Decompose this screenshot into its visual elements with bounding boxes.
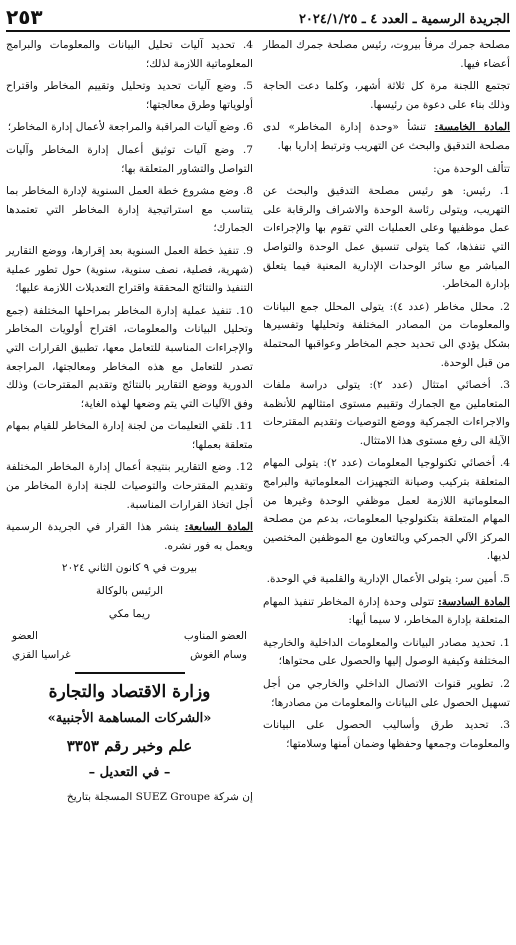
member-right-name: وسام الغوش (190, 648, 247, 661)
page-header (6, 4, 510, 32)
paragraph-text: 2. محلل مخاطر (عدد ٤): يتولى المحلل جمع البيانات والمعلومات من المصادر المختلفة وتحليلها وتفسيرها بشكل يؤدي الى تحديد حجم المخاطر وعواقبها المحتملة من قبل الوحدة. (263, 300, 510, 369)
member-left-title: العضو (12, 630, 38, 643)
left-paragraphs (6, 36, 253, 555)
paragraph (263, 634, 510, 671)
paragraph-text: 10. تنفيذ عملية إدارة المخاطر بمراحلها المختلفة (جمع وتحليل البيانات والمعلومات، اقتراح أولويات المخاطر والإجراءات المناسبة للتعامل معها، تطبيق القرارات التي تصدر للتعامل مع هذه المخاطر ومعالجتها، المراجعة الدورية ووضع التقارير بالنتائج وتقديم المقترحات) وذلك وفق الآليات التي يتم وضعها لهذه الغاية؛ (6, 304, 253, 410)
article-heading: المادة الخامسة: (434, 121, 511, 134)
right-column (263, 36, 510, 757)
paragraph-text: 1. رئيس: هو رئيس مصلحة التدقيق والبحث عن التهريب، ويتولى رئاسة الوحدة والاشراف والرقابة على عمل موظفيها وعلى العمليات التي تقوم بها والإجراءات التي تنفذها، كما يتولى تنسيق عمل الوحدة والتواصل المباشر مع سائر الوحدات الإدارية المعنية فيما يتعلق بإدارة المخاطر. (263, 185, 510, 291)
section-title: «الشركات المساهمة الأجنبية» (47, 711, 212, 727)
paragraph-text: 6. وضع آليات المراقبة والمراجعة لأعمال إدارة المخاطر؛ (7, 121, 253, 134)
paragraph-text: مصلحة جمرك مرفأ بيروت، رئيس مصلحة جمرك المطار أعضاء فيها. (263, 39, 510, 70)
notice-body: إن شركة SUEZ Groupe المسجلة بتاريخ (66, 791, 253, 804)
members-names (12, 646, 247, 665)
paragraph-text: 5. أمين سر: يتولى الأعمال الإدارية والقلمية في الوحدة. (266, 573, 510, 586)
member-left-name: غراسيا القزي (12, 648, 71, 661)
paragraph (6, 458, 253, 514)
ministry-title: وزارة الاقتصاد والتجارة (48, 682, 211, 703)
paragraph (263, 36, 510, 73)
paragraph-text: تتولى وحدة إدارة المخاطر تنفيذ المهام المتعلقة بإدارة المخاطر، لا سيما أيها: (263, 595, 510, 627)
paragraph (263, 454, 510, 566)
paragraph (6, 417, 253, 454)
paragraph (6, 242, 253, 298)
section-divider (75, 672, 185, 674)
paragraph-text: تتألف الوحدة من: (433, 162, 510, 175)
paragraph (263, 675, 510, 712)
paragraph-text: 3. تحديد طرق وأساليب الحصول على البيانات والمعلومات وجمعها وحفظها وضمان أمنها وسلامتها؛ (263, 719, 510, 750)
paragraph (6, 77, 253, 114)
paragraph (263, 570, 510, 589)
paragraph (263, 593, 510, 630)
members-titles (12, 627, 247, 646)
paragraph-text: 8. وضع مشروع خطة العمل السنوية لإدارة المخاطر بما يتناسب مع استراتيجية إدارة المخاطر التي تعتمدها الجمارك؛ (6, 185, 253, 235)
paragraph-text: 2. تطوير قنوات الاتصال الداخلي والخارجي من أجل تسهيل الحصول على البيانات والمعلومات من مصادرها؛ (263, 678, 510, 709)
paragraph-text: 4. أخصائي تكنولوجيا المعلومات (عدد ٢): يتولى المهام المتعلقة بتركيب وصيانة التجهيزات المعلوماتية والبرامج المعلوماتية اللازمة لعمل موظفي الوحدة وغيرها من المهام المتعلقة بتكنولوجيا المعلومات، بدعم من مصلحة المركز الآلي الجمركي وبالتعاون مع الموظفين المختصين لديها. (263, 457, 510, 563)
paragraph-text: ينشر هذا القرار في الجريدة الرسمية ويعمل به فور نشره. (6, 521, 253, 552)
signature-block (6, 559, 253, 664)
left-column (6, 36, 253, 811)
paragraph (263, 376, 510, 450)
paragraph-text: 4. تحديد آليات تحليل البيانات والمعلومات والبرامج المعلوماتية اللازمة لذلك؛ (6, 39, 253, 70)
paragraph (263, 160, 510, 179)
paragraph (263, 77, 510, 114)
paragraph-text: 3. أخصائي امتثال (عدد ٢): يتولى دراسة ملفات المتعاملين مع الجمارك وتقييم مستوى امتثالهم للأنظمة والاجراءات الجمركية ووضع التوصيات وتقديم المقترحات الآيلة الى رفع مستوى هذا الامتثال. (263, 379, 510, 447)
paragraph (263, 298, 510, 372)
article-heading: المادة السابعة: (184, 521, 254, 534)
paragraph-text: 5. وضع آليات تحديد وتحليل وتقييم المخاطر واقتراح أولوياتها وطرق معالجتها؛ (6, 80, 253, 111)
article-heading: المادة السادسة: (437, 595, 510, 608)
paragraph-text: تجتمع اللجنة مرة كل ثلاثة أشهر، وكلما دعت الحاجة وذلك بناء على دعوة من رئيسها. (263, 80, 510, 111)
paragraph (6, 302, 253, 414)
paragraph (263, 182, 510, 294)
member-right-title: العضو المناوب (183, 630, 247, 643)
paragraph-text: 7. وضع آليات توثيق أعمال إدارة المخاطر وآليات التواصل والتشاور المتعلقة بها؛ (6, 143, 253, 175)
paragraph-text: 12. وضع التقارير بنتيجة أعمال إدارة المخاطر المختلفة وتقديم المقترحات والتوصيات للجنة إدارة المخاطر من أجل اتخاذ القرارات المناسبة. (6, 461, 253, 511)
gazette-title: الجريدة الرسمية ـ العدد ٤ ـ ٢٠٢٤/١/٢٥ (298, 12, 510, 27)
paragraph-text: 11. تلقي التعليمات من لجنة إدارة المخاطر للقيام بمهام متعلقة بعملها؛ (6, 420, 253, 451)
paragraph (6, 118, 253, 137)
company-notice (6, 680, 253, 807)
paragraph-text: تنشأ «وحدة إدارة المخاطر» لدى مصلحة التدقيق والبحث عن التهريب وترتبط إداريا بها. (263, 121, 510, 152)
signer-name: ريما مكي (108, 607, 151, 620)
paragraph (263, 118, 510, 155)
amendment-label: – في التعديل – (88, 765, 171, 781)
notice-number: علم وخبر رقم ٣٣٥٣ (66, 737, 193, 756)
paragraph-text: 9. تنفيذ خطة العمل السنوية بعد إقرارها، ووضع التقارير (شهرية، فصلية، نصف سنوية، سنوية) حول تطور عملية التنفيذ والنتائج المحققة واقتراح التعديلات اللازمة عليها؛ (6, 244, 253, 295)
page-number: ٢٥٣ (6, 5, 43, 29)
paragraph (6, 182, 253, 238)
paragraph-text: 1. تحديد مصادر البيانات والمعلومات الداخلية والخارجية المختلفة وكيفية الوصول إليها والحصول على محتواها؛ (263, 636, 510, 668)
signer-role: الرئيس بالوكالة (95, 585, 164, 598)
paragraph (6, 518, 253, 555)
paragraph (6, 36, 253, 73)
place-date: بيروت في ٩ كانون الثاني ٢٠٢٤ (61, 562, 198, 575)
paragraph (263, 716, 510, 753)
paragraph (6, 141, 253, 178)
